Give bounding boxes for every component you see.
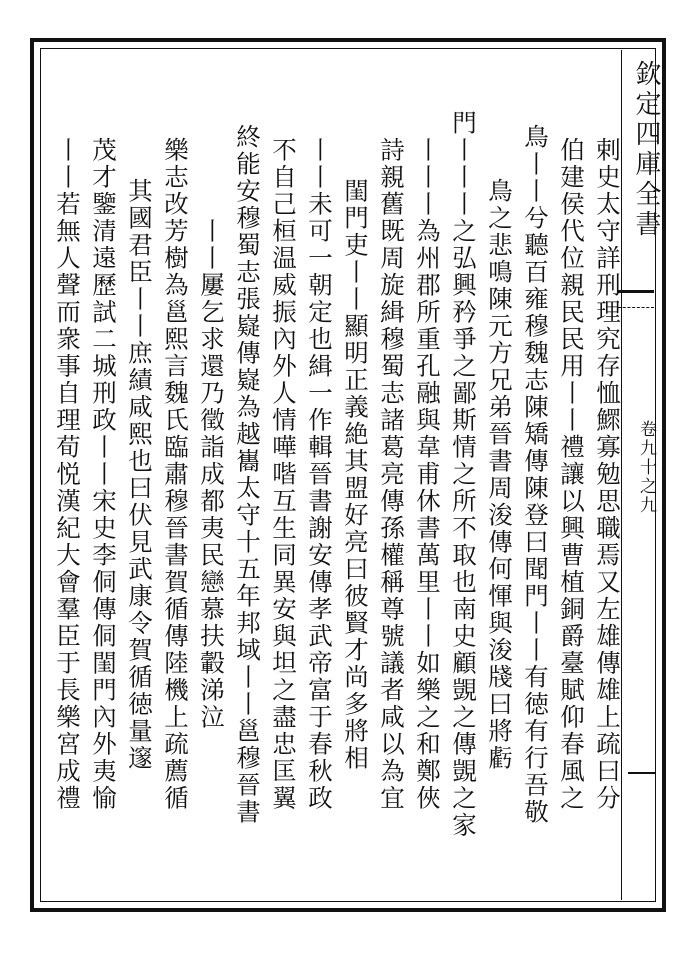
text-column-14: 其國君臣丨丨庶績咸熙也曰伏見武康令賀循徳量邃	[125, 177, 154, 772]
book-title: 欽定四庫全書	[631, 60, 661, 240]
text-column-6: 丨丨丨為州郡所重孔融與韋甫休書萬里丨丨如樂之和鄭俠	[413, 137, 442, 812]
text-column-5: 門丨丨丨之弘興矜爭之鄙斯情之所不取也南史顧覬之傳覬之家	[449, 110, 478, 839]
text-column-9: 丨丨未可一朝定也緝一作輯晉書謝安傳孝武帝富于春秋政	[305, 137, 334, 812]
text-column-4: 鳥之悲鳴陳元方兄弟晉書周浚傳何惲與浚牋曰將虧	[485, 177, 514, 772]
text-column-10: 不自己桓温威振內外人情嘩喈互生同異安與坦之盡忠匡翼	[269, 137, 298, 812]
text-column-15: 茂才鑒清遠歷試二城刑政丨丨宋史李侗傳侗閨門內外夷愉	[89, 137, 118, 812]
text-column-8: 閨門吏丨丨顯明正義絶其盟好亮曰彼賢才尚多將相	[341, 177, 370, 772]
text-column-1: 剌史太守詳刑理究存恤鰥寡勉思職焉又左雄傳雄上疏曰分	[593, 137, 622, 812]
text-column-11: 終能安穆蜀志張嶷傳嶷為越巂太守十五年邦域丨丨邕穆晉書	[233, 123, 262, 826]
text-column-2: 伯建侯代位親民民用丨丨禮讓以興曹植銅爵臺賦仰春風之	[557, 137, 586, 812]
volume-label: 卷九十之九	[636, 420, 656, 515]
text-column-7: 詩親舊既周旋緝穆蜀志諸葛亮傳孫權稱尊號議者咸以為宜	[377, 137, 406, 812]
text-column-12: 丨丨屢乞求還乃徵詣成都夷民戀慕扶轂涕泣	[197, 218, 226, 731]
lower-fish-tail-mark	[628, 772, 656, 774]
text-column-13: 樂志改芳樹為邕熙言魏氏臨肅穆晉書賀循傳陸機上疏薦循	[161, 137, 190, 812]
text-column-16: 丨丨若無人聲而衆事自理荀悦漢紀大會羣臣于長樂宮成禮	[53, 137, 82, 812]
text-column-3: 鳥丨丨兮聽百雍穆魏志陳矯傳陳登曰聞門丨丨有徳有行吾敬	[521, 123, 550, 826]
